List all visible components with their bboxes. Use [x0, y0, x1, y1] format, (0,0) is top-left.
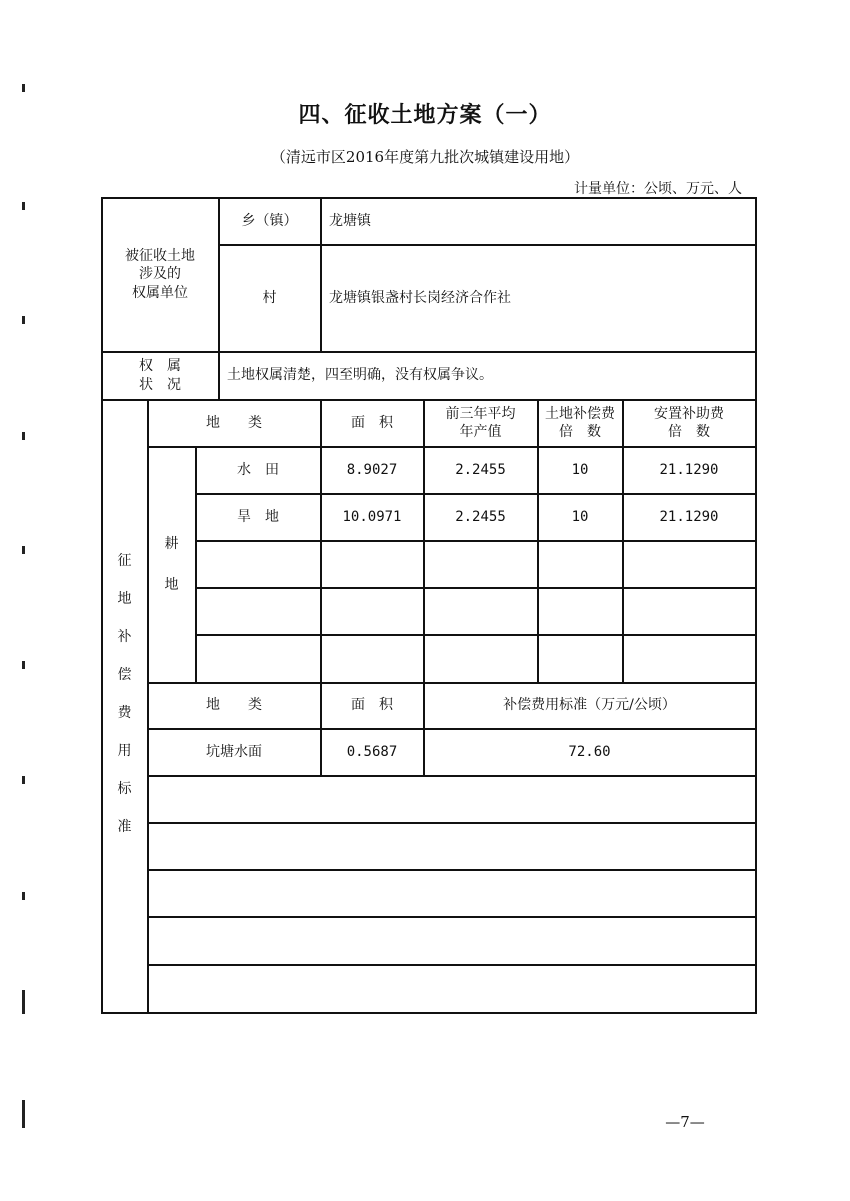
row-land-type: 水 田 — [237, 461, 279, 478]
header-land-type: 地 类 — [206, 414, 262, 431]
binding-hole-mark — [22, 892, 25, 900]
ownership-section-label: 被征收土地 涉及的 权属单位 — [125, 248, 195, 301]
town-label: 乡（镇） — [241, 212, 298, 229]
row-area: 10.0971 — [342, 508, 402, 525]
page-title: 四、征收土地方案（一） — [298, 102, 552, 128]
row-land-type: 旱 地 — [237, 508, 279, 525]
town-value: 龙塘镇 — [329, 212, 371, 229]
row-resettle-multiple: 21.1290 — [659, 508, 719, 525]
page-subtitle: （清远市区2016年度第九批次城镇建设用地） — [270, 148, 580, 166]
other-header-land-type: 地 类 — [206, 697, 262, 714]
ownership-status-label: 权 属 状 况 — [139, 358, 181, 393]
binding-hole-mark — [22, 316, 25, 324]
other-header-standard: 补偿费用标准（万元/公顷） — [503, 697, 676, 714]
binding-hole-mark — [22, 84, 25, 92]
header-comp-multiple: 土地补偿费 倍 数 — [545, 405, 615, 440]
row-land-type: 坑塘水面 — [206, 743, 262, 760]
other-header-area: 面 积 — [351, 697, 393, 714]
village-value: 龙塘镇银盏村长岗经济合作社 — [329, 289, 511, 306]
unit-note: 计量单位：公顷、万元、人 — [574, 181, 742, 197]
binding-hole-mark — [22, 990, 25, 1014]
row-comp-multiple: 10 — [571, 508, 589, 525]
row-resettle-multiple: 21.1290 — [659, 461, 719, 478]
row-area: 0.5687 — [346, 743, 398, 760]
binding-hole-mark — [22, 776, 25, 784]
row-area: 8.9027 — [346, 461, 398, 478]
ownership-status-value: 土地权属清楚，四至明确，没有权属争议。 — [227, 367, 493, 384]
row-comp-multiple: 10 — [571, 461, 589, 478]
binding-hole-mark — [22, 432, 25, 440]
header-avg-output: 前三年平均 年产值 — [445, 405, 516, 440]
header-area: 面 积 — [351, 414, 393, 431]
binding-hole-mark — [22, 546, 25, 554]
village-label: 村 — [262, 289, 277, 306]
binding-hole-mark — [22, 661, 25, 669]
compensation-section-label: 征 地 补 偿 费 用 标 准 — [117, 553, 132, 835]
binding-hole-mark — [22, 202, 25, 210]
page-number: —7— — [665, 1113, 705, 1131]
farmland-label: 耕 地 — [164, 536, 179, 593]
row-avg-output: 2.2455 — [455, 461, 506, 478]
row-standard: 72.60 — [568, 743, 611, 760]
header-resettle-multiple: 安置补助费 倍 数 — [654, 405, 724, 440]
row-avg-output: 2.2455 — [455, 508, 506, 525]
binding-hole-mark — [22, 1100, 25, 1128]
